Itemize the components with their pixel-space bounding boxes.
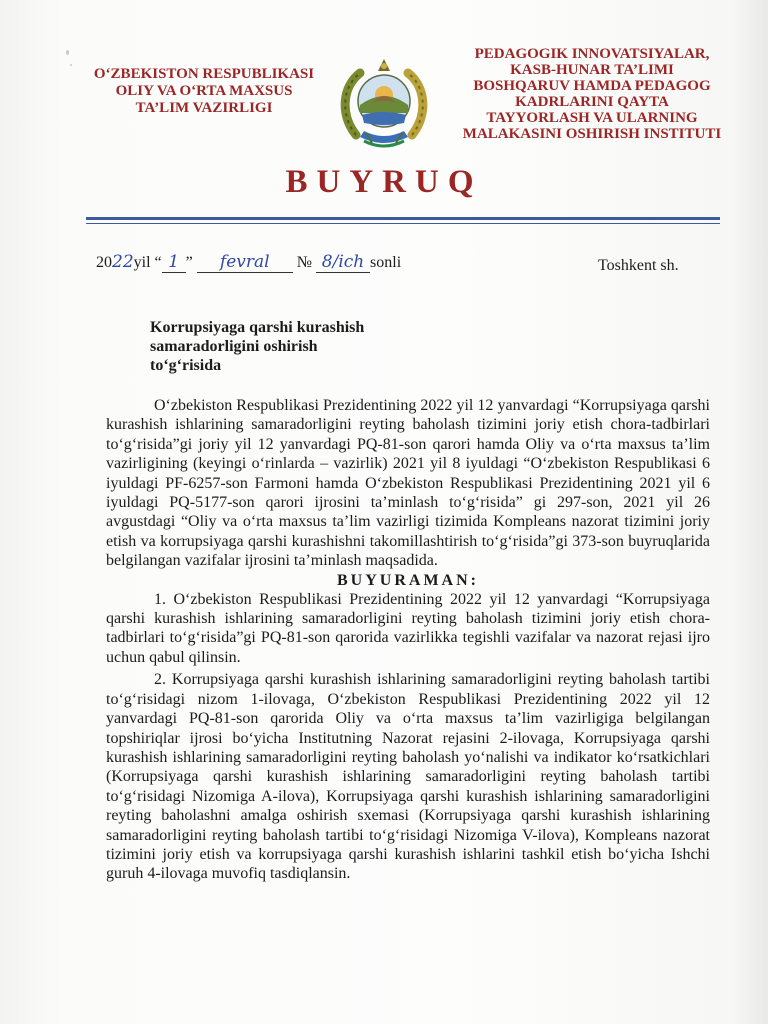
header-divider-thin [86,223,720,224]
order-item: 1. O‘zbekiston Respublikasi Prezidentining 2022 yil 12 yanvardagi “Korrupsiyaga qarshi kurashish ishlarining samaradorligini reyting baholash tizimini joriy etish chora-tadbirlari to‘g‘risida”gi PQ-81-son qarorida vazirlikka tegishli vazifalar va nazorat rejasi ijro uchun qabul qilinsin. [106,590,710,666]
city-label: Toshkent sh. [598,257,679,274]
institute-line: TAYYORLASH VA ULARNING [486,110,698,126]
handwritten-number: 8/ich [316,252,370,273]
institute-line: KASB-HUNAR TA’LIMI [510,62,674,78]
paper-speck [66,50,69,55]
subject-line: Korrupsiyaga qarshi kurashish [150,319,365,336]
sonli-label: sonli [370,254,402,271]
institute-line: PEDAGOGIK INNOVATSIYALAR, [474,46,710,62]
ministry-line: TA’LIM VAZIRLIGI [135,100,273,116]
decree-heading: BUYURAMAN: [337,571,479,589]
subject-line: samaradorligini oshirish [150,338,318,355]
ministry-header [86,66,322,117]
handwritten-day: 1 [162,252,186,273]
order-body [106,396,710,884]
institute-line: MALAKASINI OSHIRISH INSTITUTI [462,126,722,142]
institute-line: KADRLARINI QAYTA [515,94,669,110]
order-dateline [96,252,401,273]
ministry-line: OLIY VA O‘RTA MAXSUS [115,83,293,99]
institute-header [452,46,732,142]
ministry-line: O‘ZBEKISTON RESPUBLIKASI [93,66,315,82]
handwritten-month: fevral [197,252,293,273]
order-subject [150,318,450,375]
paper-speck [70,64,72,66]
page-shadow [732,0,768,1024]
document-title: BUYRUQ [285,164,483,200]
quote-close: ” [185,254,193,271]
uzbekistan-state-emblem-icon [334,53,434,153]
year-label: yil “ [133,254,162,271]
number-label: № [296,254,313,271]
year-prefix: 20 [96,254,112,271]
subject-line: to‘g‘risida [150,357,222,374]
institute-line: BOSHQARUV HAMDA PEDAGOG [473,78,711,94]
order-item: 2. Korrupsiyaga qarshi kurashish ishlarining samaradorligini reyting baholash tartibi to‘g‘risidagi nizom 1-ilovaga, O‘zbekiston Respublikasi Prezidentining 2022 yil 12 yanvardagi PQ-81-son qarorida Oliy va o‘rta maxsus ta’lim vazirligiga belgilangan topshiriqlar ijrosi bo‘yicha Institutning Nazorat rejasini 2-ilovaga, Korrupsiyaga qarshi kurashish ishlarining samaradorligini reyting baholash yo‘nalishi va indikator ko‘rsatkichlari (Korrupsiyaga qarshi kurashish ishlarining samaradorligini reyting baholash tartibi to‘g‘risidagi Nizomiga A-ilova), Korrupsiyaga qarshi kurashish ishlarining samaradorligini reyting baholashni amalga oshirish sxemasi (Korrupsiyaga qarshi kurashish ishlarining samaradorligini reyting baholash tartibi to‘g‘risidagi Nizomiga V-ilova), Kompleans nazorat tizimini joriy etish va korrupsiyaga qarshi kurashish ishlarini tashkil etish bo‘yicha Ishchi guruh 4-ilovaga muvofiq tasdiqlansin. [106,671,710,883]
header-divider [86,217,720,220]
preamble-paragraph: O‘zbekiston Respublikasi Prezidentining 2022 yil 12 yanvardagi “Korrupsiyaga qarshi kurashish ishlarining samaradorligini reyting baholash tizimini joriy etish chora-tadbirlari to‘g‘risida”gi joriy yil 12 yanvardagi PQ-81-son qarori hamda Oliy va o‘rta maxsus ta’lim vazirligining (keyingi o‘rinlarda – vazirlik) 2021 yil 8 iyuldagi “O‘zbekiston Respublikasi 6 iyuldagi PF-6257-son Farmoni hamda O‘zbekiston Respublikasi Prezidentining 2021 yil 6 iyuldagi PQ-5177-son qarori ijrosini ta’minlash to‘g‘risida” gi 297-son, 2021 yil 26 avgustdagi “Oliy va o‘rta maxsus ta’lim vazirligi tizimida Kompleans nazorat tizimini joriy etish va korrupsiyaga qarshi kurashishni takomillashtirish to‘g‘risida”gi 373-son buyruqlarida belgilangan vazifalar ijrosini ta’minlash maqsadida. [106,397,710,570]
handwritten-year: 22 [112,252,134,272]
